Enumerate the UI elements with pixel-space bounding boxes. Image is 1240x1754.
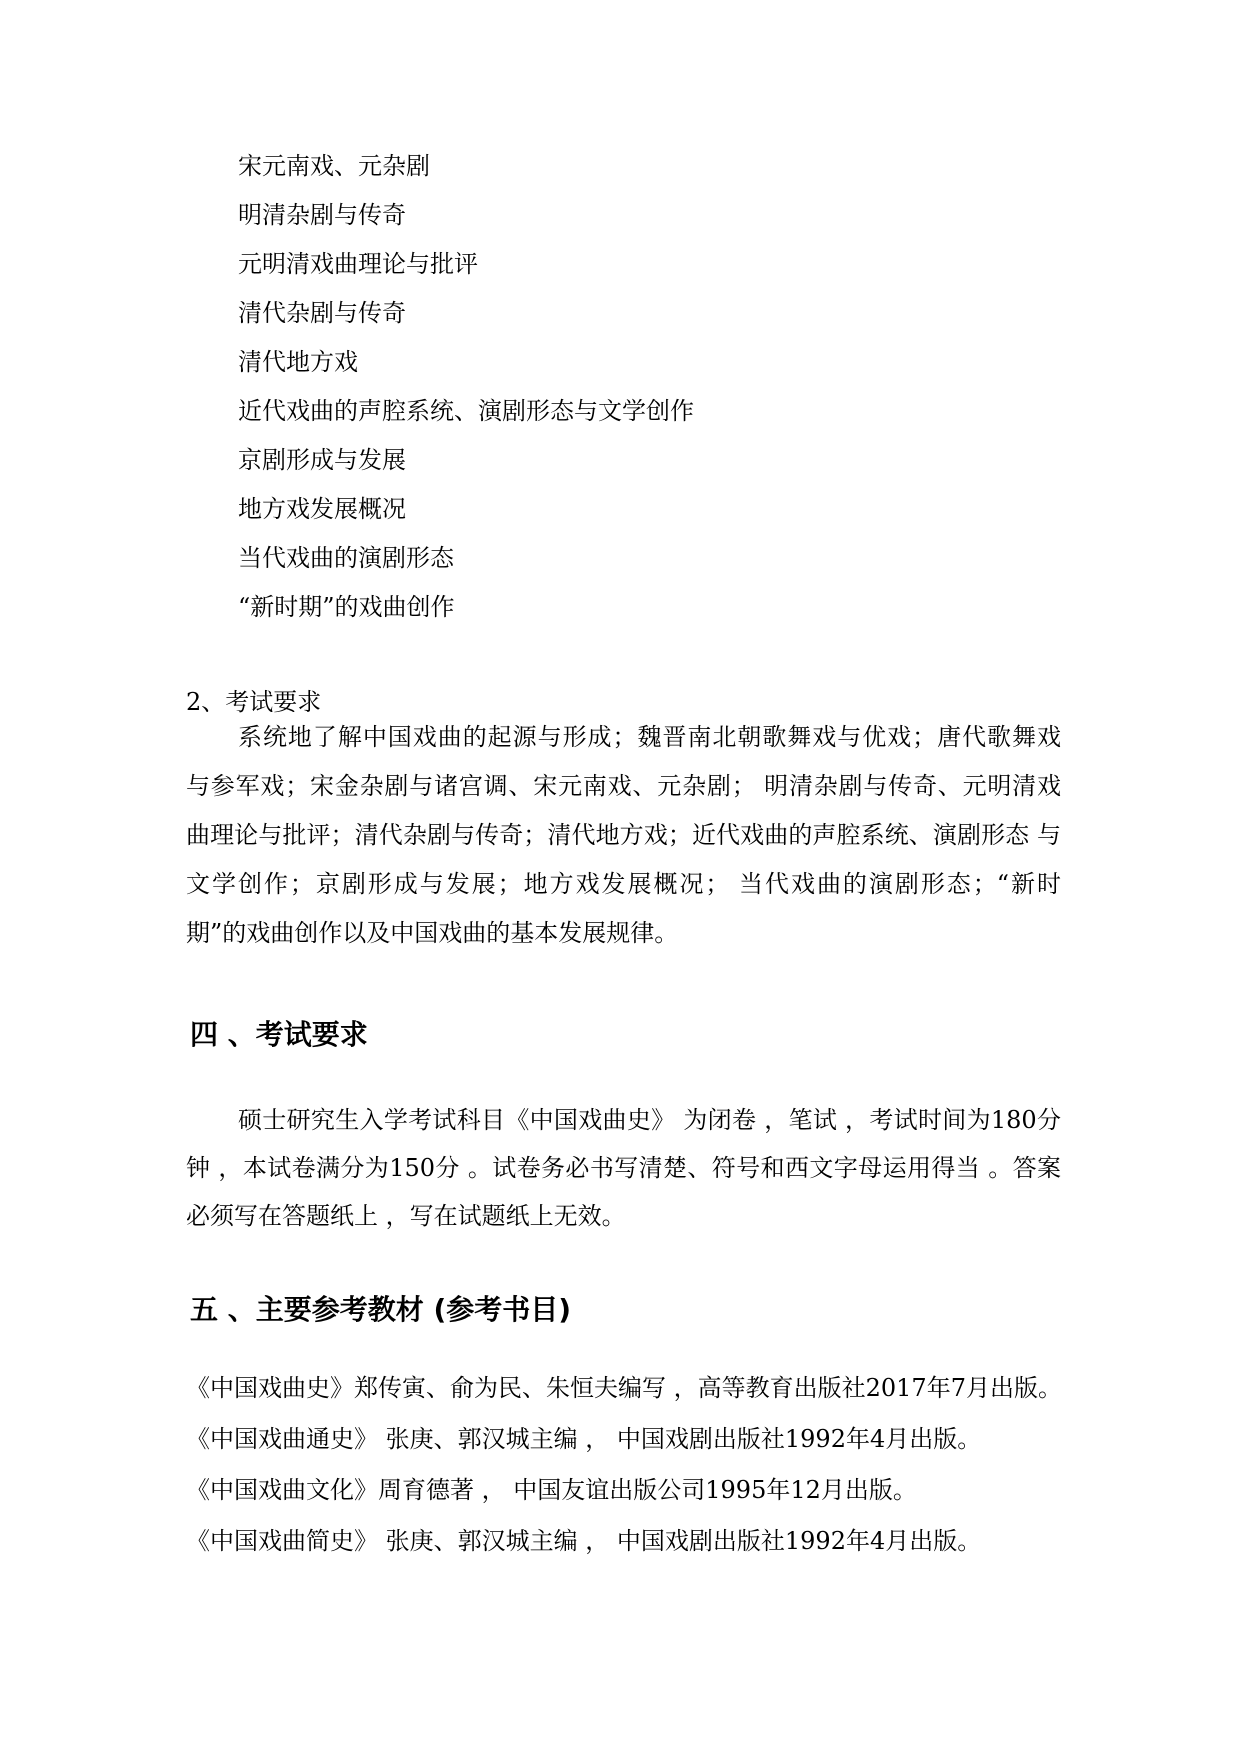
exam-format-paragraph: 硕士研究生入学考试科目《中国戏曲史》 为闭卷 ，笔试 ，考试时间为180分钟 ，本试卷满分为150分 。试卷务必书写清楚、符号和西文字母运用得当 。答案必须写在答题纸上 ，写在试题纸上无效。: [186, 1106, 1061, 1230]
topic-list: [238, 146, 694, 636]
topic-item: 元明清戏曲理论与批评: [238, 250, 478, 278]
section-5-heading: 五 、主要参考教材 (参考书目): [190, 1293, 572, 1326]
topic-item: 宋元南戏、元杂剧: [238, 152, 430, 180]
topic-item: 清代杂剧与传奇: [238, 299, 406, 327]
reference-item: 《中国戏曲简史》 张庚、郭汉城主编 ， 中国戏剧出版社1992年4月出版。: [186, 1527, 982, 1555]
reference-item: 《中国戏曲通史》 张庚、郭汉城主编 ， 中国戏剧出版社1992年4月出版。: [186, 1425, 982, 1453]
exam-requirements-subheading: 2、考试要求: [186, 688, 322, 716]
topic-item: 明清杂剧与传奇: [238, 201, 406, 229]
topic-item: 当代戏曲的演剧形态: [238, 544, 454, 572]
reference-item: 《中国戏曲史》郑传寅、俞为民、朱恒夫编写 ，高等教育出版社2017年7月出版。: [186, 1374, 1062, 1402]
section-4-heading: 四 、考试要求: [190, 1018, 368, 1051]
reference-item: 《中国戏曲文化》周育德著 ， 中国友谊出版公司1995年12月出版。: [186, 1476, 917, 1504]
topic-item: “新时期”的戏曲创作: [238, 593, 455, 621]
topic-item: 地方戏发展概况: [238, 495, 406, 523]
reference-list: [186, 1364, 1066, 1565]
exam-requirements-paragraph: 系统地了解中国戏曲的起源与形成；魏晋南北朝歌舞戏与优戏；唐代歌舞戏 与参军戏；宋金杂剧与诸宫调、宋元南戏、元杂剧； 明清杂剧与传奇、元明清戏 曲理论与批评；清代杂剧与传奇；清代地方戏；近代戏曲的声腔系统、演剧形态 与文学创作；京剧形成与发展；地方戏发展概况； 当代戏曲的演剧形态；“新时 期”的戏曲创作以及中国戏曲的基本发展规律。: [186, 723, 1061, 947]
topic-item: 清代地方戏: [238, 348, 358, 376]
topic-item: 近代戏曲的声腔系统、演剧形态与文学创作: [238, 397, 694, 425]
topic-item: 京剧形成与发展: [238, 446, 406, 474]
